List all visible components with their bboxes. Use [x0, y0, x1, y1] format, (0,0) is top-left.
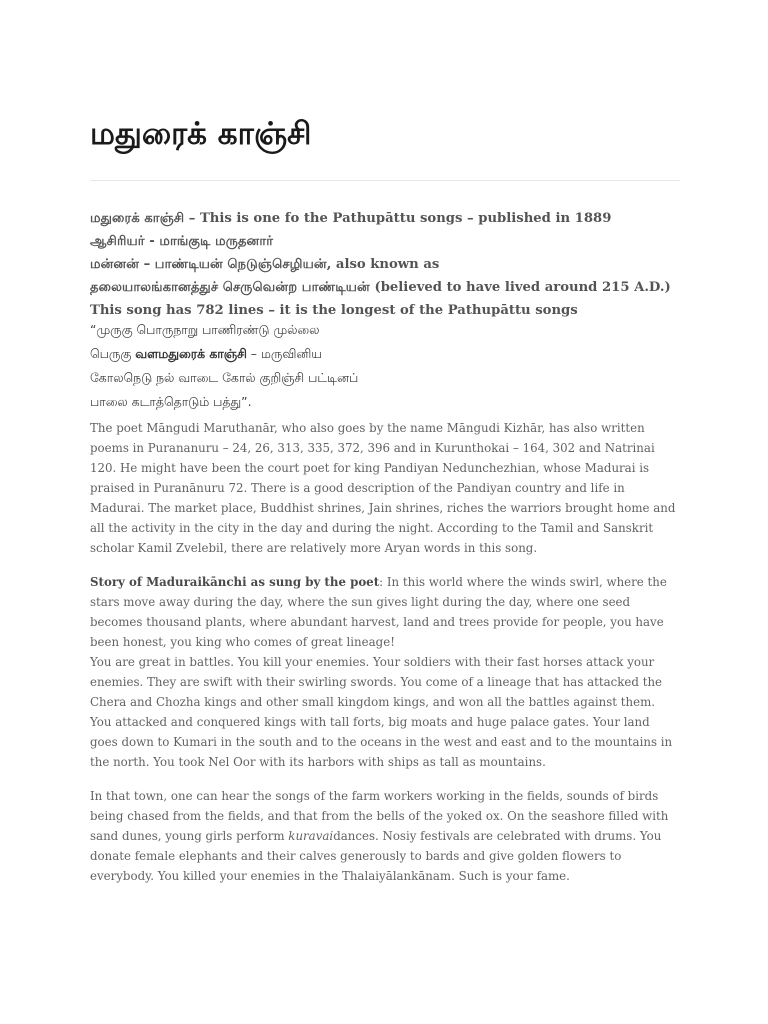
- paragraph-town: [90, 786, 680, 886]
- paragraph-story: [90, 572, 680, 652]
- title-divider: [90, 180, 680, 181]
- poem-line-4: பாலை கடாத்தொடும் பத்து”.: [90, 394, 252, 409]
- header-line-1-text: – This is one fo the Pathupāttu songs – published in 1889: [184, 211, 612, 226]
- page-title: மதுரைக் காஞ்சி: [90, 116, 312, 152]
- paragraph-town-a: In that town, one can hear the songs of the farm workers working in the fields, sounds of birds being chased from the fields, and that from the bells of the yoked ox. On the seashore filled with sand dunes, young girls perform: [90, 789, 669, 843]
- paragraph-town-b: dances. Nosiy festivals are celebrated with drums. You donate female elephants and their calves generously to bards and give golden flowers to everybody. You killed your enemies in the Thalaiyālankānam. Such is your fame.: [90, 829, 662, 883]
- poem-line-1: “முருகு பொருநாறு பாணிரண்டு முல்லை: [90, 322, 320, 337]
- poem-line-3: கோலநெடு நல் வாடை கோல் குறிஞ்சி பட்டினப்: [90, 370, 359, 385]
- author-tamil: ஆசிரியர் - மாங்குடி மருதனார்: [90, 234, 274, 249]
- poem-line-2-bold: வளமதுரைக் காஞ்சி: [135, 346, 247, 361]
- story-text: : In this world where the winds swirl, where the stars move away during the day, where the sun gives light during the day, where one seed becomes thousand plants, where abundant harvest, land and trees provide for people, you have been honest, you king who comes of great lineage!: [90, 575, 667, 649]
- header-line-3: [90, 253, 680, 276]
- header-line-5: This song has 782 lines – it is the longest of the Pathupāttu songs: [90, 303, 578, 318]
- king-tamil: மன்னன் – பாண்டியன் நெடுஞ்செழியன்: [90, 257, 327, 272]
- poem-line-2: [90, 342, 680, 366]
- header-line-4: [90, 276, 680, 299]
- paragraph-poet-info: The poet Māngudi Maruthanār, who also goes by the name Māngudi Kizhār, has also written poems in Purananuru – 24, 26, 313, 335, 372, 396 and in Kurunthokai – 164, 302 and Natrinai 120. He might have been the court poet for king Pandiyan Nedunchezhian, whose Madurai is praised in Puranānuru 72. There is a good description of the Pandiyan country and life in Madurai. The market place, Buddhist shrines, Jain shrines, riches the warriors brought home and all the activity in the city in the day and during the night. According to the Tamil and Sanskrit scholar Kamil Zvelebil, there are relatively more Aryan words in this song.: [90, 421, 676, 555]
- poem-line-2-a: பெருகு: [90, 346, 136, 361]
- poem-block: [90, 318, 680, 414]
- story-heading: Story of Maduraikānchi as sung by the poet: [90, 575, 380, 589]
- paragraph-town-italic: kuravai: [288, 829, 334, 843]
- header-line-3-text: , also known as: [326, 257, 440, 272]
- header-line-4-text: (believed to have lived around 215 A.D.): [369, 280, 671, 295]
- header-line-1-tamil: மதுரைக் காஞ்சி: [90, 211, 185, 226]
- header-line-2: [90, 230, 680, 253]
- paragraph-battles: You are great in battles. You kill your enemies. Your soldiers with their fast horses attack your enemies. They are swift with their swirling swords. You come of a lineage that has attacked the Chera and Chozha kings and other small kingdom kings, and won all the battles against them. You attacked and conquered kings with tall forts, big moats and huge palace gates. Your land goes down to Kumari in the south and to the oceans in the west and east and to the mountains in the north. You took Nel Oor with its harbors with ships as tall as mountains.: [90, 655, 673, 769]
- poem-line-2-b: – மருவினிய: [246, 346, 322, 361]
- header-line-1: [90, 207, 680, 230]
- header-block: [90, 207, 680, 322]
- king-title-tamil: தலையாலங்கானத்துச் செருவென்ற பாண்டியன்: [90, 280, 370, 295]
- document-page: [90, 110, 680, 886]
